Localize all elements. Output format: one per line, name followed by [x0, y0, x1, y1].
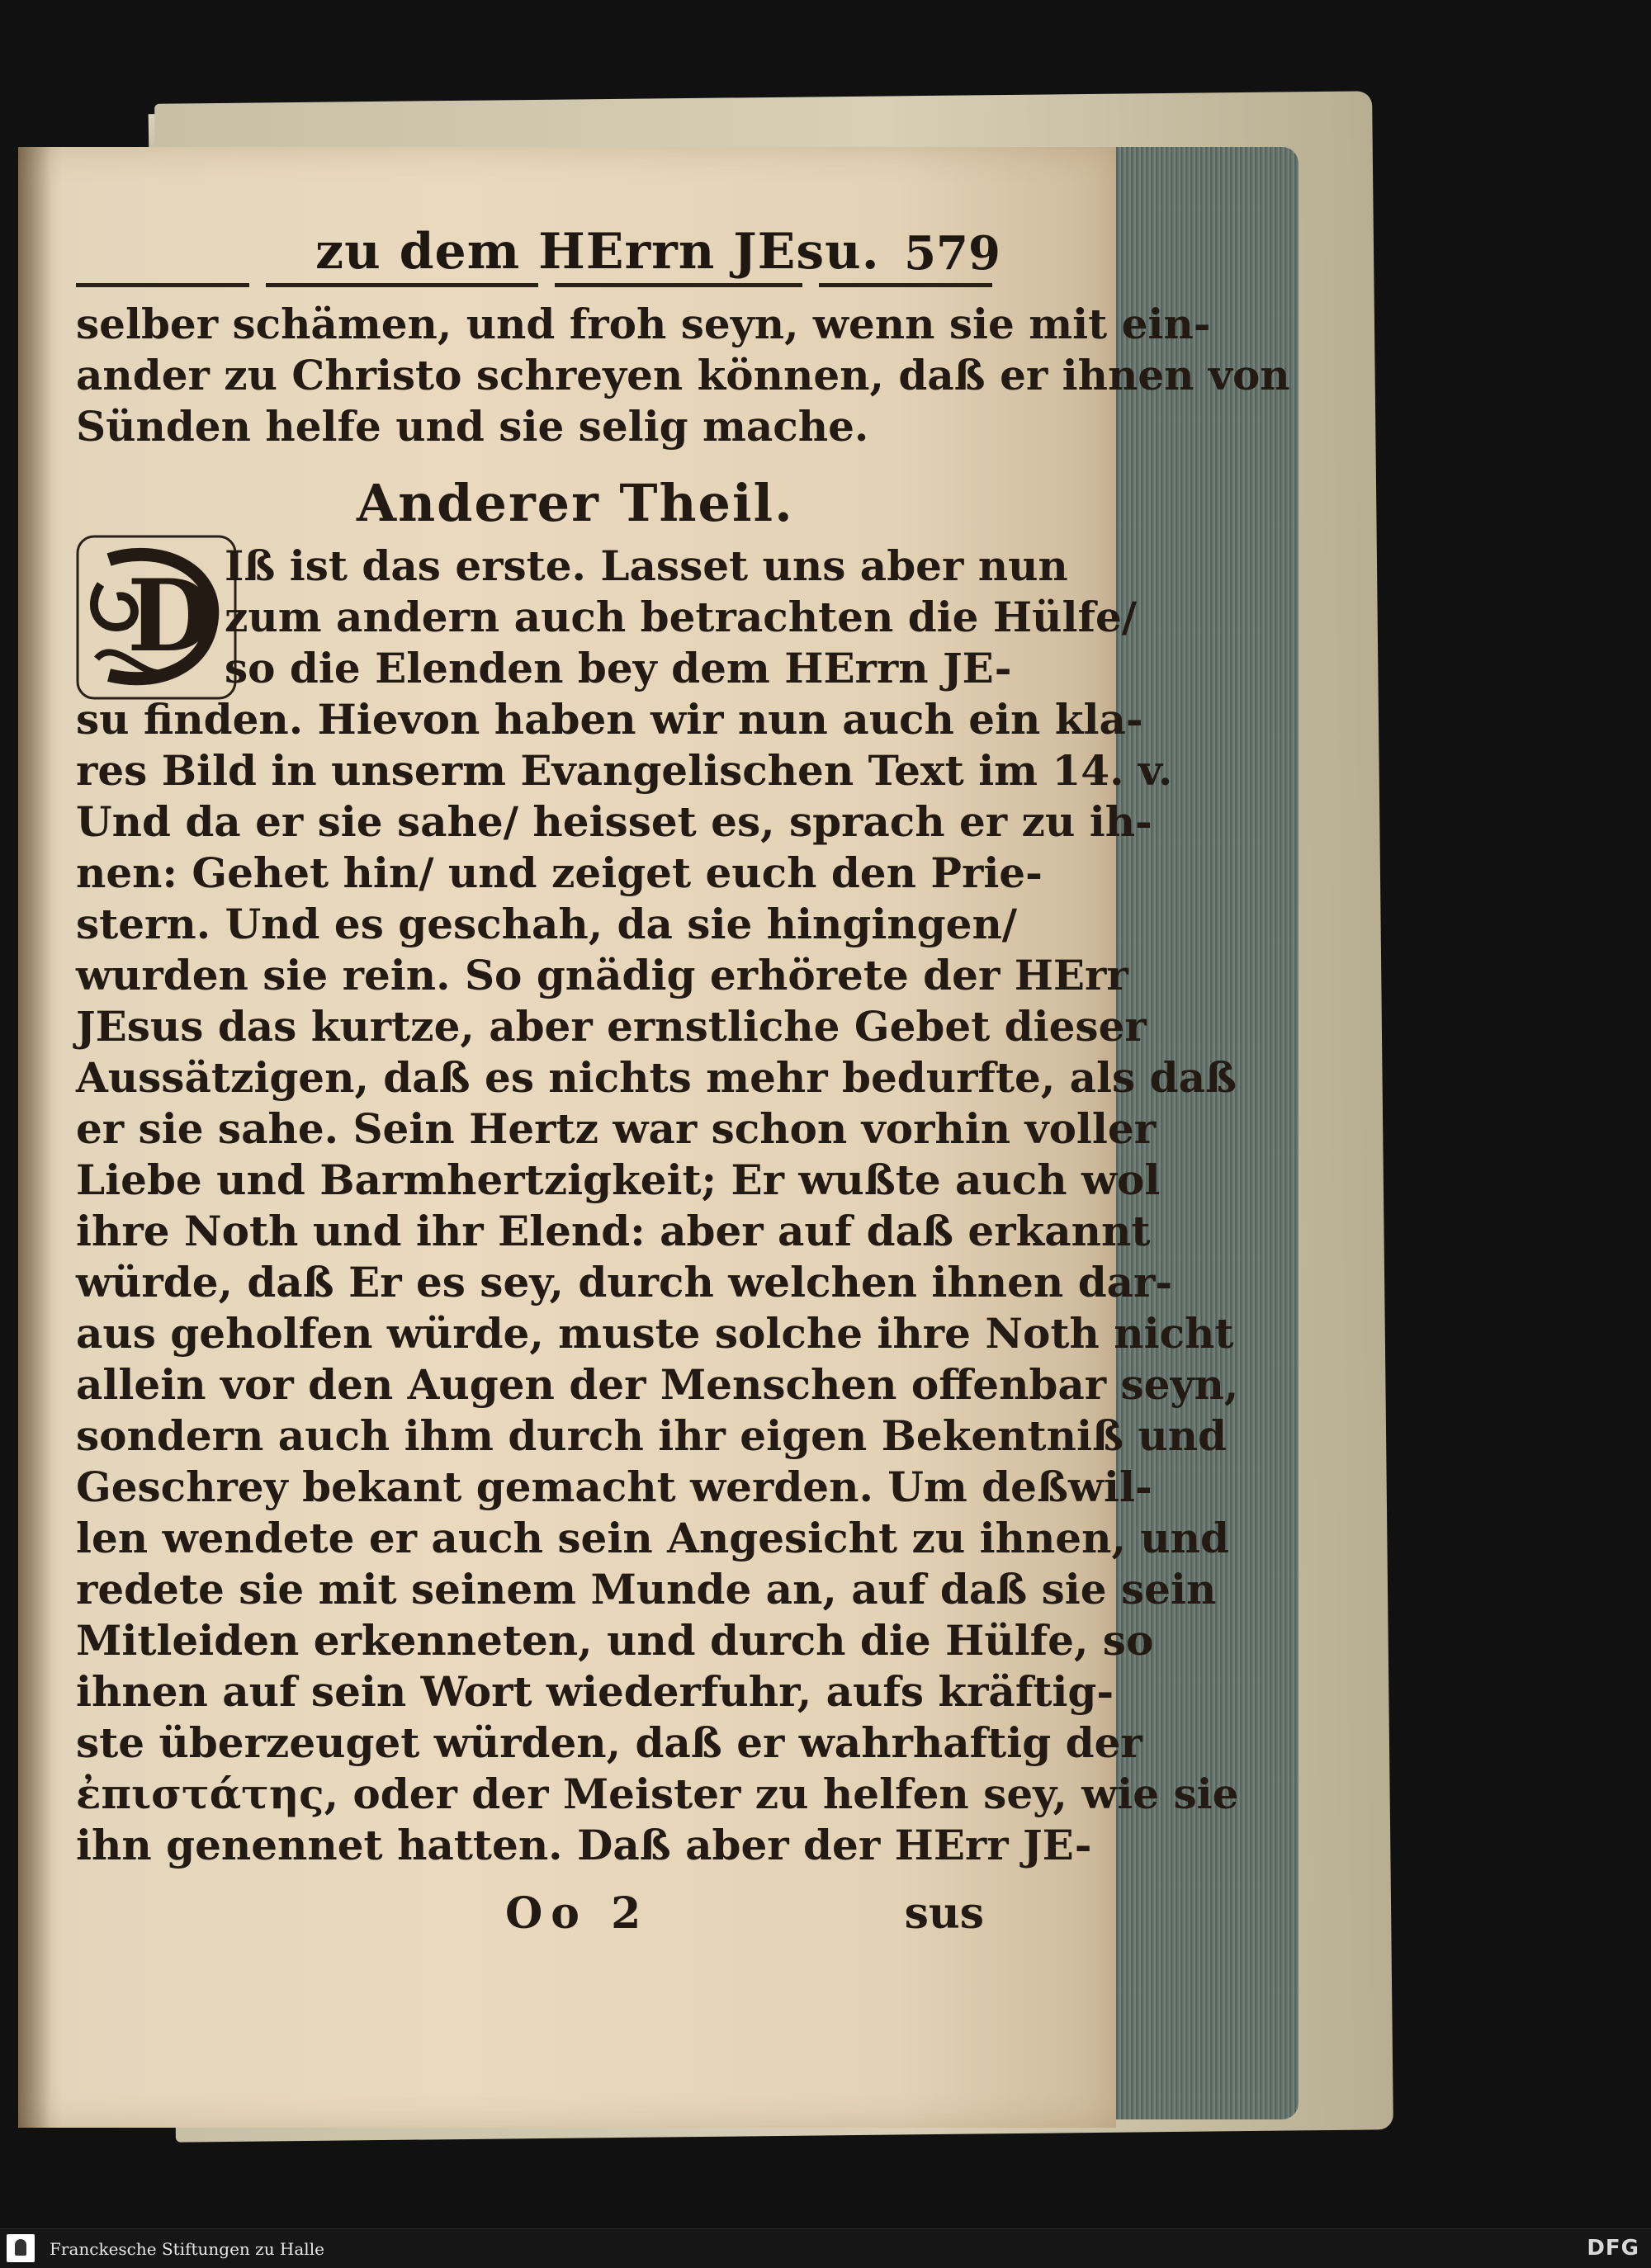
drop-cap-initial: [76, 535, 237, 700]
text-line: ihre Noth und ihr Elend: aber auf daß erkannt: [76, 1207, 1151, 1255]
text-line: su finden. Hievon haben wir nun auch ein kla-: [76, 695, 1143, 744]
footer-bar: [0, 2228, 1651, 2268]
dfg-logo: DFG: [1587, 2236, 1639, 2261]
text-line: Sünden helfe und sie selig mache.: [76, 402, 869, 451]
text-line: so die Elenden bey dem HErrn JE-: [225, 644, 1012, 692]
catchword: sus: [904, 1888, 984, 1939]
running-head: [76, 223, 1001, 289]
text-line: Mitleiden erkenneten, und durch die Hülfe, so: [76, 1616, 1154, 1665]
text-line: Und da er sie sahe/ heisset es, sprach er zu ih-: [76, 797, 1152, 846]
text-line: wurden sie rein. So gnädig erhörete der HErr: [76, 951, 1128, 999]
text-line: nen: Gehet hin/ und zeiget euch den Prie-: [76, 848, 1043, 897]
text-line: ἐπιστάτης, oder der Meister zu helfen sey, wie sie: [76, 1770, 1239, 1818]
text-line: zum andern auch betrachten die Hülfe/: [225, 593, 1138, 641]
text-line: allein vor den Augen der Menschen offenbar seyn,: [76, 1360, 1239, 1409]
text-line: stern. Und es geschah, da sie hingingen/: [76, 900, 1018, 948]
institution-logo-icon: [7, 2234, 35, 2262]
institution-name: Franckesche Stiftungen zu Halle: [50, 2239, 324, 2259]
text-line: würde, daß Er es sey, durch welchen ihnen dar-: [76, 1258, 1173, 1306]
text-line: ihn genennet hatten. Daß aber der HErr JE-: [76, 1821, 1092, 1869]
page-number: 579: [904, 226, 1001, 281]
text-line: JEsus das kurtze, aber ernstliche Gebet dieser: [76, 1002, 1147, 1051]
text-line: Aussätzigen, daß es nichts mehr bedurfte, als daß: [76, 1053, 1237, 1102]
section-heading: Anderer Theil.: [357, 473, 794, 533]
text-line: er sie sahe. Sein Hertz war schon vorhin voller: [76, 1104, 1157, 1153]
text-line: sondern auch ihm durch ihr eigen Bekentniß und: [76, 1411, 1228, 1460]
gutter-shadow: [18, 147, 51, 2128]
text-line: Geschrey bekant gemacht werden. Um deßwil-: [76, 1462, 1152, 1511]
header-rule: [76, 283, 992, 290]
text-line: Iß ist das erste. Lasset uns aber nun: [225, 541, 1068, 590]
text-line: ihnen auf sein Wort wiederfuhr, aufs kräftig-: [76, 1667, 1114, 1716]
text-line: selber schämen, und froh seyn, wenn sie mit ein-: [76, 300, 1211, 348]
running-title: zu dem HErrn JEsu.: [315, 223, 880, 281]
text-line: aus geholfen würde, muste solche ihre Noth nicht: [76, 1309, 1234, 1358]
drop-cap-letter: D: [127, 558, 214, 674]
text-line: res Bild in unserm Evangelischen Text im 14. v.: [76, 746, 1173, 795]
signature-mark: Oo 2: [505, 1888, 650, 1939]
text-line: Liebe und Barmhertzigkeit; Er wußte auch wol: [76, 1155, 1161, 1204]
text-line: len wendete er auch sein Angesicht zu ihnen, und: [76, 1514, 1229, 1562]
text-line: redete sie mit seinem Munde an, auf daß sie sein: [76, 1565, 1217, 1614]
book-page: [18, 147, 1290, 2128]
text-line: ander zu Christo schreyen können, daß er ihnen von: [76, 351, 1290, 399]
text-line: ste überzeuget würden, daß er wahrhaftig der: [76, 1718, 1142, 1767]
